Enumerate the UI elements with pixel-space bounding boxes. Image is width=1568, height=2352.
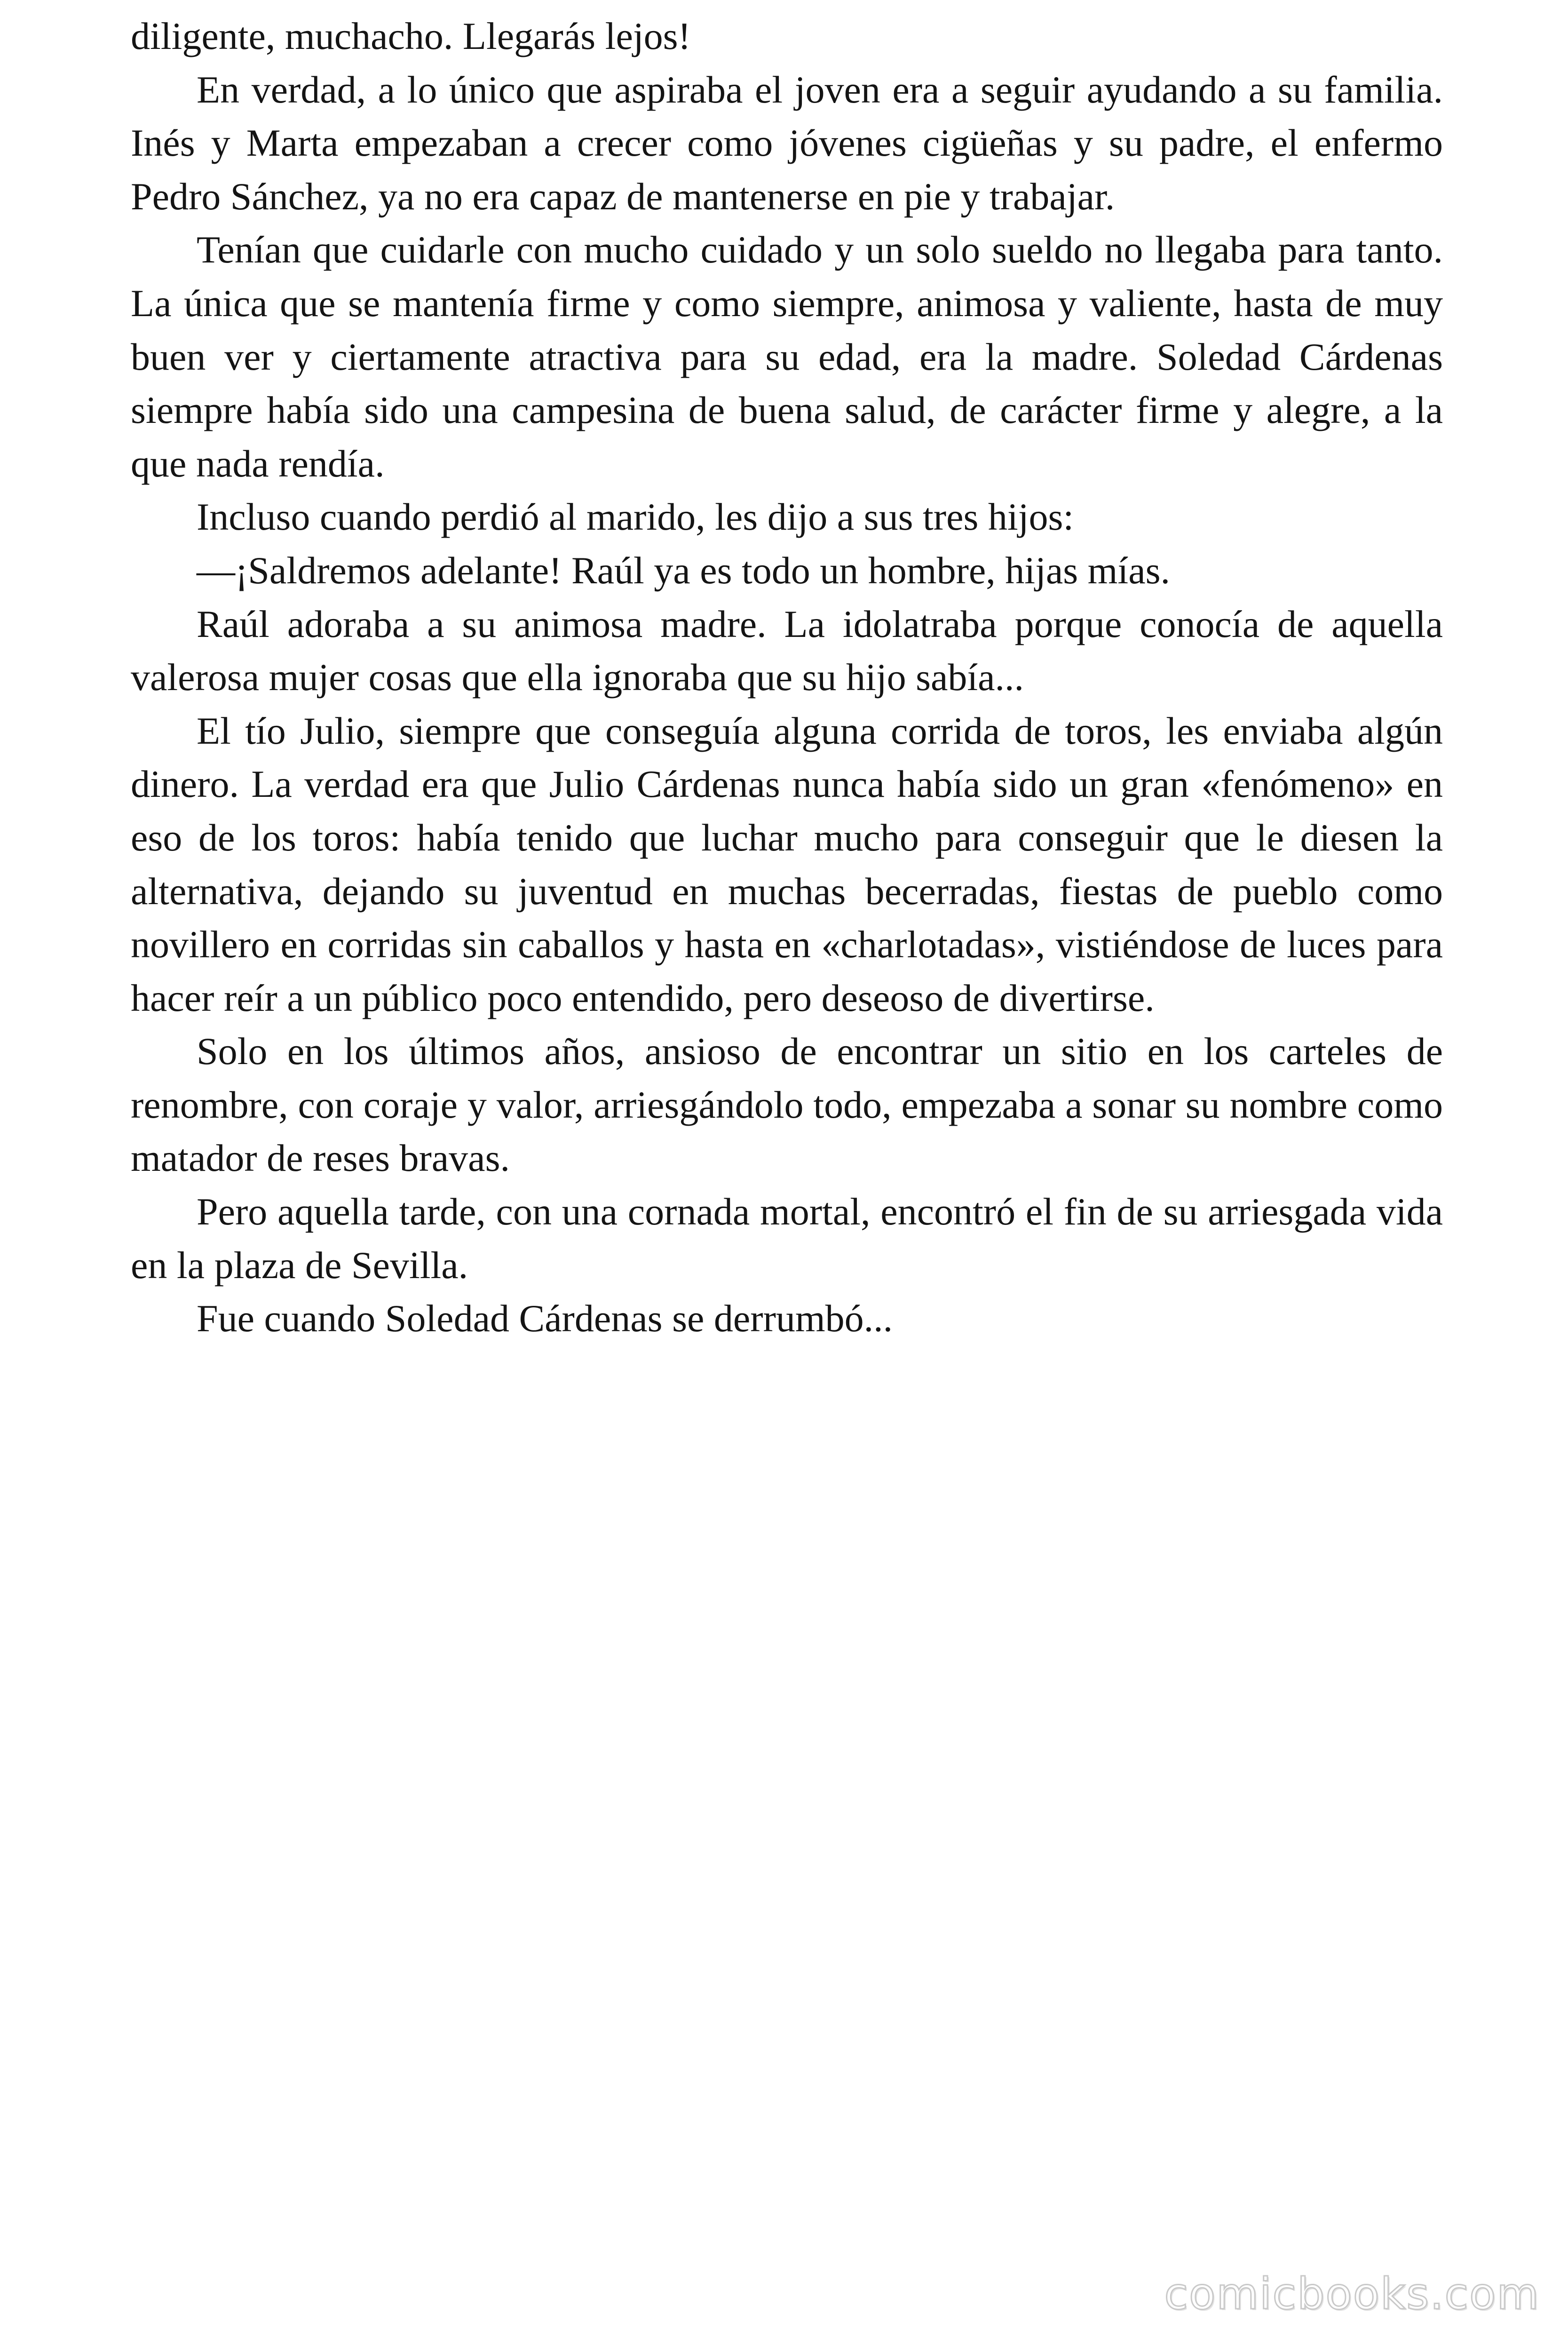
paragraph-9: Pero aquella tarde, con una cornada mortal, encontró el fin de su arriesgada vida en la plaza de Sevilla. (131, 1190, 1443, 1287)
paragraph-10: Fue cuando Soledad Cárdenas se derrumbó... (197, 1297, 893, 1340)
paragraph-5-dialogue: —¡Saldremos adelante! Raúl ya es todo un hombre, hijas mías. (197, 548, 1171, 592)
paragraph-3: Tenían que cuidarle con mucho cuidado y un solo sueldo no llegaba para tanto. La única que se mantenía firme y como siempre, animosa y valiente, hasta de muy buen ver y ciertamente atractiva para su edad, era la madre. Soledad Cárdenas siempre había sido una campesina de buena salud, de carácter firme y alegre, a la que nada rendía. (131, 228, 1443, 485)
watermark: comicbooks.com (1164, 2269, 1540, 2319)
paragraph-2: En verdad, a lo único que aspiraba el joven era a seguir ayudando a su familia. Inés y Marta empezaban a crecer como jóvenes cigüeñas y su padre, el enfermo Pedro Sánchez, ya no era capaz de mantenerse en pie y trabajar. (131, 68, 1443, 218)
paragraph-1: diligente, muchacho. Llegarás lejos! (131, 15, 691, 57)
paragraph-4: Incluso cuando perdió al marido, les dijo a sus tres hijos: (197, 495, 1074, 539)
paragraph-7: El tío Julio, siempre que conseguía alguna corrida de toros, les enviaba algún dinero. La verdad era que Julio Cárdenas nunca había sido un gran «fenómeno» en eso de los toros: había tenido que luchar mucho para conseguir que le diesen la alternativa, dejando su juventud en muchas becerradas, fiestas de pueblo como novillero en corridas sin caballos y hasta en «charlotadas», vistiéndose de luces para hacer reír a un público poco entendido, pero deseoso de divertirse. (131, 709, 1443, 1019)
body-text (131, 9, 1443, 1345)
paragraph-6: Raúl adoraba a su animosa madre. La idolatraba porque conocía de aquella valerosa mujer cosas que ella ignoraba que su hijo sabía... (131, 602, 1443, 699)
paragraph-8: Solo en los últimos años, ansioso de encontrar un sitio en los carteles de renombre, con coraje y valor, arriesgándolo todo, empezaba a sonar su nombre como matador de reses bravas. (131, 1030, 1443, 1180)
